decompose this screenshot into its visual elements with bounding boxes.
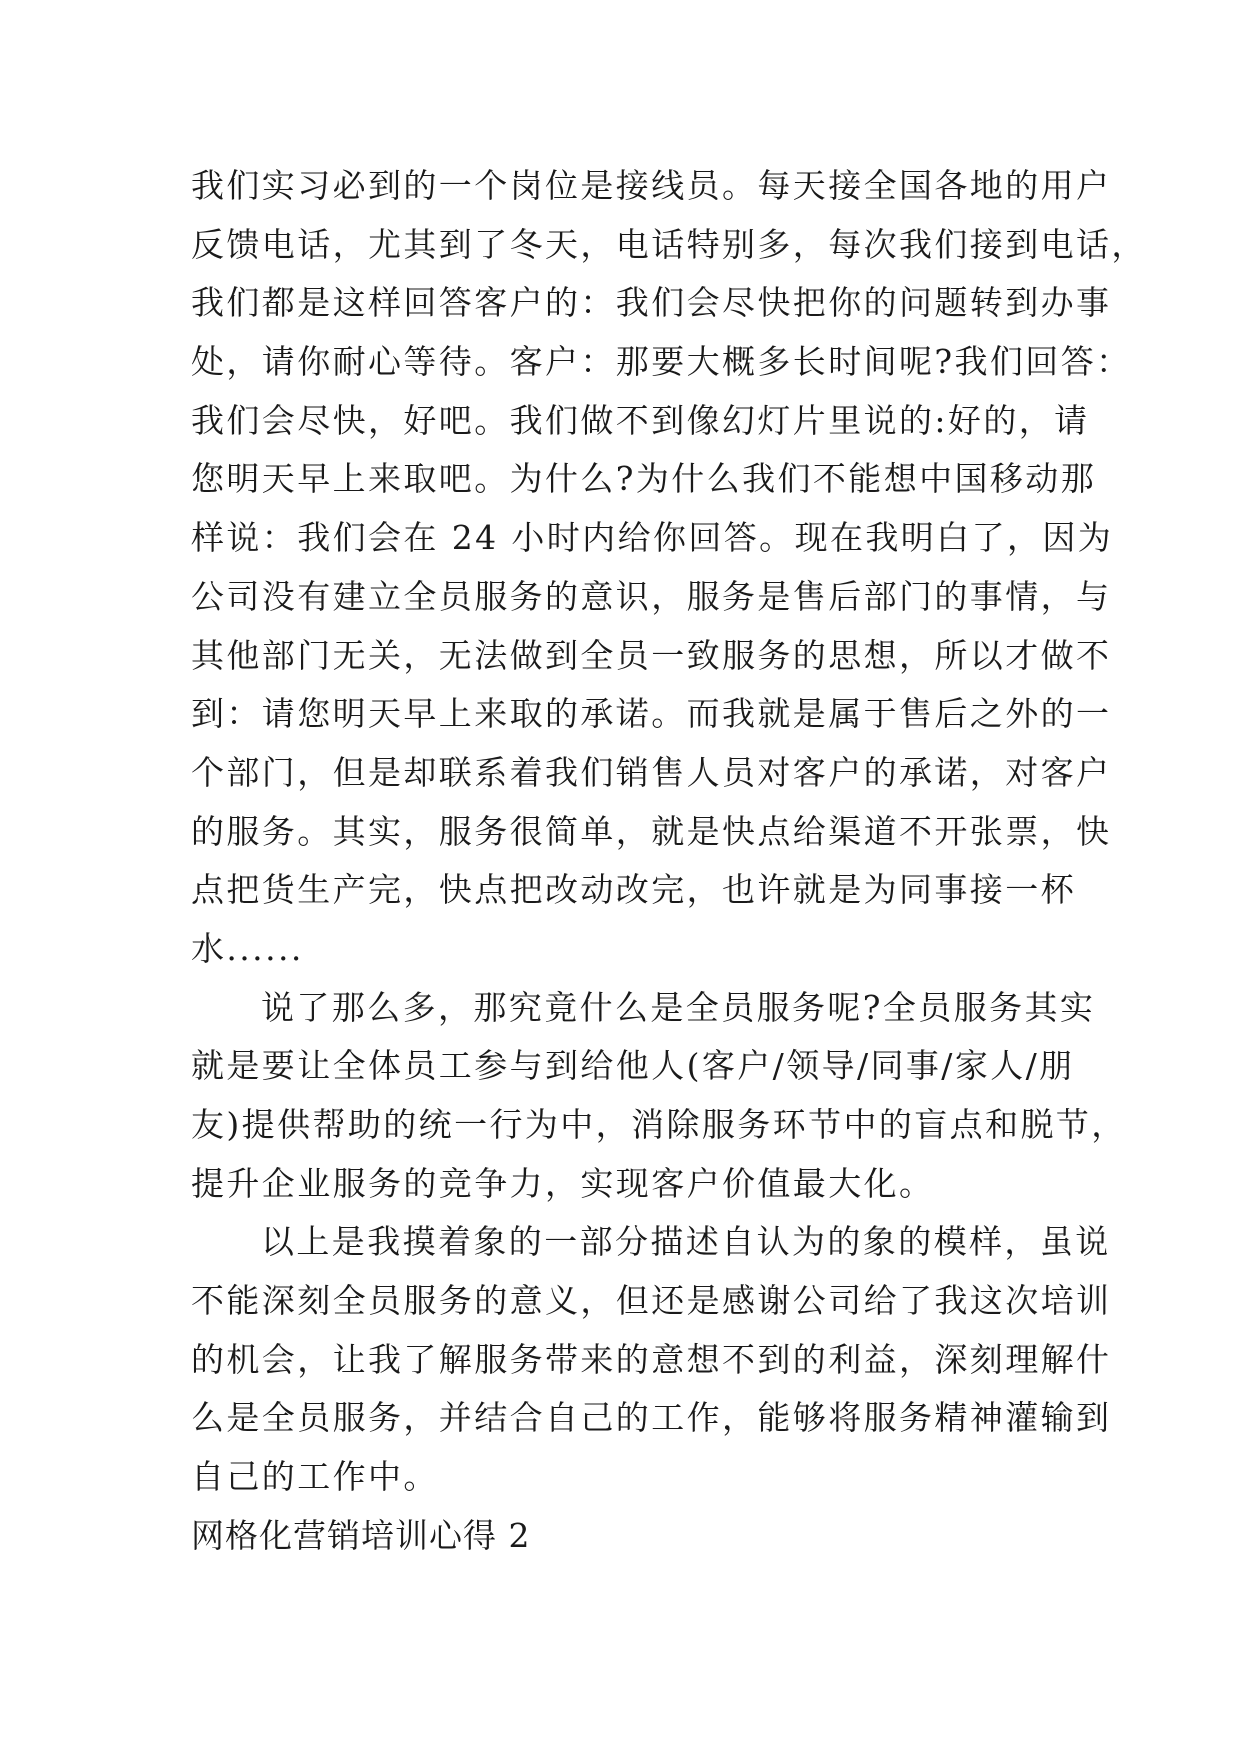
text-line: 我们都是这样回答客户的：我们会尽快把你的问题转到办事 <box>191 283 1112 323</box>
text-line: 么是全员服务，并结合自己的工作，能够将服务精神灌输到 <box>191 1398 1112 1438</box>
text-line: 友)提供帮助的统一行为中，消除服务环节中的盲点和脱节， <box>191 1105 1127 1144</box>
text-line: 自己的工作中。 <box>191 1457 439 1497</box>
text-line: 个部门，但是却联系着我们销售人员对客户的承诺，对客户 <box>191 752 1112 792</box>
text-line: 样说：我们会在 24 小时内给你回答。现在我明白了，因为 <box>191 518 1114 558</box>
text-line: 以上是我摸着象的一部分描述自认为的象的模样，虽说 <box>261 1222 1111 1262</box>
paragraph-1 <box>191 157 1147 979</box>
paragraph-2 <box>191 979 1127 1214</box>
document-body <box>191 157 1147 1566</box>
text-line: 公司没有建立全员服务的意识，服务是售后部门的事情，与 <box>191 576 1112 616</box>
text-line: 提升企业服务的竞争力，实现客户价值最大化。 <box>191 1163 935 1203</box>
text-line: 反馈电话，尤其到了冬天，电话特别多，每次我们接到电话， <box>191 224 1147 264</box>
text-line: 我们实习必到的一个岗位是接线员。每天接全国各地的用户 <box>191 166 1112 205</box>
text-line: 说了那么多，那究竟什么是全员服务呢?全员服务其实 <box>261 987 1096 1027</box>
text-line: 处，请你耐心等待。客户：那要大概多长时间呢?我们回答： <box>191 342 1132 382</box>
paragraph-3 <box>191 1213 1112 1506</box>
text-line: 的服务。其实，服务很简单，就是快点给渠道不开张票，快 <box>191 811 1112 851</box>
text-line: 的机会，让我了解服务带来的意想不到的利益，深刻理解什 <box>191 1339 1112 1379</box>
text-line: 到：请您明天早上来取的承诺。而我就是属于售后之外的一 <box>191 694 1112 734</box>
text-line: 不能深刻全员服务的意义，但还是感谢公司给了我这次培训 <box>191 1281 1112 1321</box>
text-line: 水...... <box>191 928 304 968</box>
section-heading: 网格化营销培训心得 2 <box>191 1515 531 1555</box>
text-line: 我们会尽快，好吧。我们做不到像幻灯片里说的:好的，请 <box>191 400 1090 440</box>
text-line: 点把货生产完，快点把改动改完，也许就是为同事接一杯 <box>191 870 1076 910</box>
text-line: 其他部门无关，无法做到全员一致服务的思想，所以才做不 <box>191 635 1112 675</box>
text-line: 就是要让全体员工参与到给他人(客户/领导/同事/家人/朋 <box>191 1046 1075 1086</box>
text-line: 您明天早上来取吧。为什么?为什么我们不能想中国移动那 <box>191 459 1097 499</box>
